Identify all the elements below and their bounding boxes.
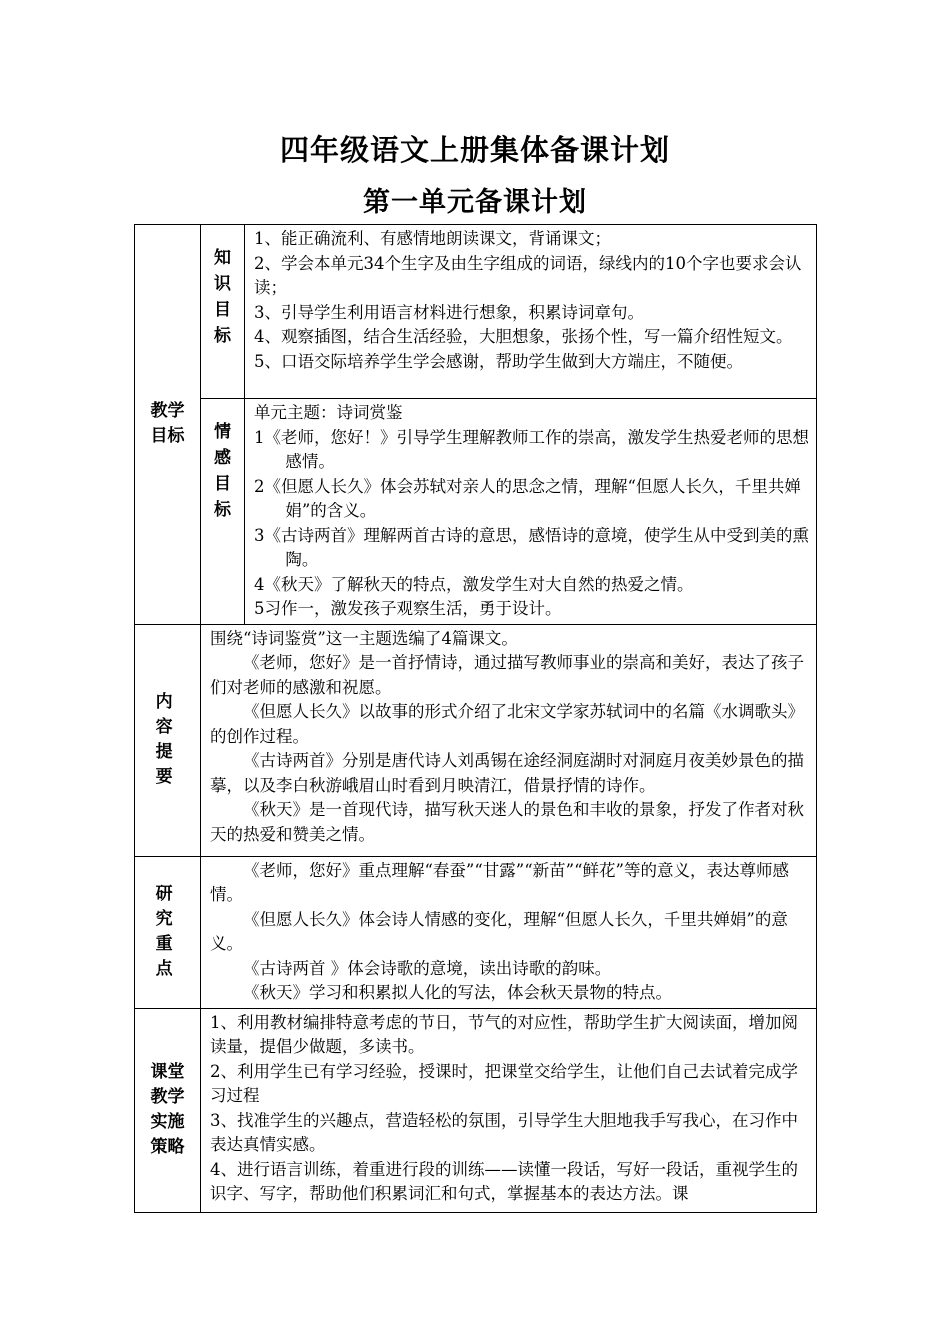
row-label-strategy: 课堂教学实施策略 <box>135 1008 201 1212</box>
paragraph: 《但愿人长久》体会诗人情感的变化，理解“但愿人长久，千里共婵娟”的意义。 <box>210 909 788 953</box>
document-title: 四年级语文上册集体备课计划 <box>279 133 670 167</box>
list-item: 3《古诗两首》理解两首古诗的意思，感悟诗的意境，使学生从中受到美的熏陶。 <box>254 525 809 569</box>
list-item: 3、找准学生的兴趣点，营造轻松的氛围，引导学生大胆地我手写我心，在习作中表达真情实感。 <box>210 1110 798 1154</box>
content-summary-cell <box>201 624 817 856</box>
list-item: 1《老师，您好！》引导学生理解教师工作的崇高，激发学生热爱老师的思想感情。 <box>254 427 809 471</box>
knowledge-goals-cell <box>245 225 817 399</box>
paragraph: 《秋天》是一首现代诗，描写秋天迷人的景色和丰收的景象，抒发了作者对秋天的热爱和赞美之情。 <box>210 800 804 844</box>
list-item: 4、观察插图，结合生活经验，大胆想象，张扬个性，写一篇介绍性短文。 <box>254 327 793 346</box>
list-item: 2、学会本单元34个生字及由生字组成的词语，绿线内的10个字也要求会认读； <box>254 253 802 297</box>
list-item: 1、利用教材编排特意考虑的节日，节气的对应性，帮助学生扩大阅读面，增加阅读量，提倡少做题，多读书。 <box>210 1012 798 1056</box>
table-row <box>135 399 817 625</box>
paragraph: 围绕“诗词鉴赏”这一主题选编了4篇课文。 <box>210 628 518 648</box>
unit-theme: 单元主题：诗词赏鉴 <box>254 403 403 422</box>
table-row <box>135 856 817 1008</box>
table-row <box>135 225 817 399</box>
row-label-emotion: 情感目标 <box>201 399 245 625</box>
list-item: 5习作一，激发孩子观察生活，勇于设计。 <box>254 599 562 618</box>
list-item: 5、口语交际培养学生学会感谢，帮助学生做到大方端庄，不随便。 <box>254 351 743 371</box>
paragraph: 《老师，您好》重点理解“春蚕”“甘露”“新苗”“鲜花”等的意义，表达尊师感情。 <box>210 860 789 904</box>
row-label-content: 内容提要 <box>135 624 201 856</box>
paragraph: 《古诗两首》分别是唐代诗人刘禹锡在途经洞庭湖时对洞庭月夜美妙景色的描摹，以及李白秋游峨眉山时看到月映清江，借景抒情的诗作。 <box>210 751 804 795</box>
research-focus-cell <box>201 856 817 1008</box>
list-item: 1、能正确流利、有感情地朗读课文，背诵课文； <box>254 229 611 248</box>
row-label-knowledge: 知识目标 <box>201 225 245 399</box>
paragraph: 《老师，您好》是一首抒情诗，通过描写教师事业的崇高和美好，表达了孩子们对老师的感激和祝愿。 <box>210 653 804 697</box>
list-item: 2《但愿人长久》体会苏轼对亲人的思念之情，理解“但愿人长久，千里共婵娟”的含义。 <box>254 476 801 520</box>
list-item: 4《秋天》了解秋天的特点，激发学生对大自然的热爱之情。 <box>254 574 694 594</box>
paragraph: 《古诗两首 》体会诗歌的意境，读出诗歌的韵味。 <box>243 958 612 978</box>
strategy-cell <box>201 1008 817 1212</box>
document-subtitle: 第一单元备课计划 <box>363 187 587 218</box>
emotion-goals-cell <box>245 399 817 625</box>
list-item: 2、利用学生已有学习经验，授课时，把课堂交给学生，让他们自己去试着完成学习过程 <box>210 1061 798 1105</box>
row-label-goals: 教学目标 <box>135 225 201 625</box>
lesson-plan-table <box>134 224 817 1213</box>
row-label-research: 研究重点 <box>135 856 201 1008</box>
paragraph: 《秋天》学习和积累拟人化的写法，体会秋天景物的特点。 <box>243 983 672 1002</box>
list-item: 4、进行语言训练，着重进行段的训练——读懂一段话，写好一段话，重视学生的识字、写字，帮助他们积累词汇和句式，掌握基本的表达方法。课 <box>210 1159 798 1203</box>
paragraph: 《但愿人长久》以故事的形式介绍了北宋文学家苏轼词中的名篇《水调歌头》的创作过程。 <box>210 702 804 746</box>
list-item: 3、引导学生利用语言材料进行想象，积累诗词章句。 <box>254 302 644 322</box>
table-row <box>135 624 817 856</box>
table-row <box>135 1008 817 1212</box>
